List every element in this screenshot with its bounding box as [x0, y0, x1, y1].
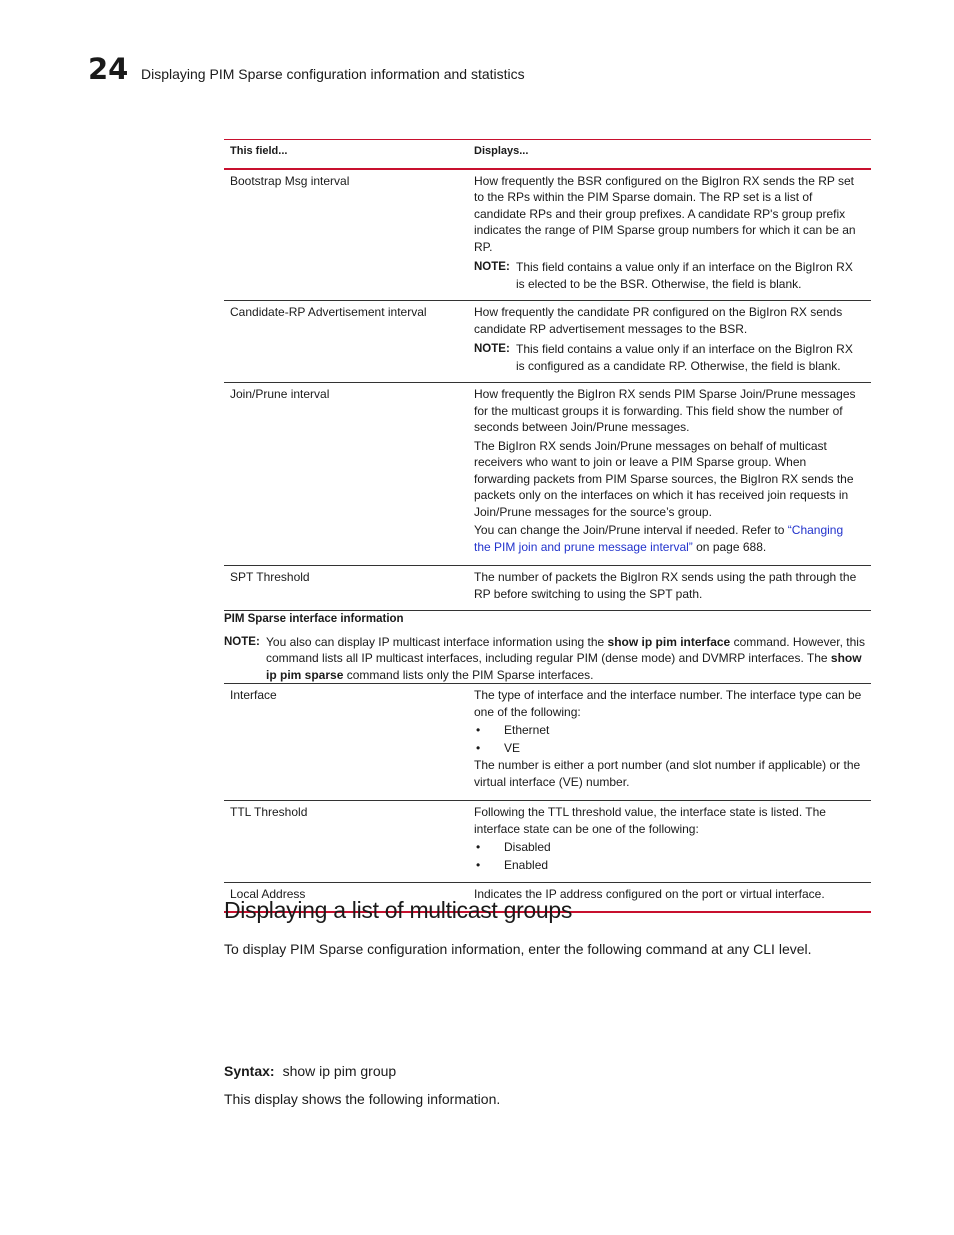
cross-reference-link[interactable]: “Changing the PIM join and prune message interval” — [474, 523, 844, 554]
table-row — [224, 383, 871, 566]
field-name: Join/Prune interval — [224, 383, 456, 566]
note-text: This field contains a value only if an interface on the BigIron RX is configured as a candidate RP. Otherwise, the field is blank. — [516, 342, 853, 373]
text-segment: on page 688. — [692, 539, 767, 554]
bullet-text: VE — [504, 740, 521, 755]
syntax-command: show ip pim group — [282, 1063, 397, 1079]
bullet-item — [474, 722, 863, 739]
section-row — [224, 611, 871, 684]
table-row — [224, 566, 871, 611]
text-segment: command. However, this command lists all IP multicast interfaces, including regular PIM (dense mode) and DVMRP interfaces. The — [266, 634, 865, 665]
field-description — [456, 169, 871, 301]
text-segment: command lists only the PIM Sparse interfaces. — [343, 667, 594, 682]
field-description — [456, 801, 871, 883]
field-name: SPT Threshold — [224, 566, 456, 611]
table-row — [224, 169, 871, 301]
section-heading: Displaying a list of multicast groups — [224, 897, 573, 923]
bullet-item — [474, 740, 863, 757]
note-label: NOTE: — [474, 343, 510, 355]
section-cell — [224, 611, 871, 684]
field-name: Candidate-RP Advertisement interval — [224, 301, 456, 383]
field-name: Bootstrap Msg interval — [224, 169, 456, 301]
text-segment: You can change the Join/Prune interval if needed. Refer to — [474, 523, 788, 537]
bullet-item — [474, 857, 863, 874]
bullet-item — [474, 839, 863, 856]
syntax-label: Syntax: — [224, 1063, 275, 1079]
column-header-displays: Displays... — [456, 140, 871, 169]
field-name: TTL Threshold — [224, 801, 456, 883]
description-text: The number is either a port number (and slot number if applicable) or the virtual interface (VE) number. — [474, 758, 861, 789]
bullet-text: Disabled — [504, 840, 551, 854]
note — [474, 341, 863, 374]
note-text: This field contains a value only if an interface on the BigIron RX is elected to be the BSR. Otherwise, the field is blank. — [516, 260, 853, 291]
table-header-row — [224, 140, 871, 169]
table-row — [224, 301, 871, 383]
bullet-icon: • — [476, 740, 481, 755]
bullet-text: Enabled — [504, 857, 549, 872]
field-name: Local Address — [224, 883, 456, 912]
bullet-text: Ethernet — [504, 723, 550, 737]
description-text: Following the TTL threshold value, the interface state is listed. The interface state can be one of the following: — [474, 805, 826, 836]
field-description — [456, 383, 871, 566]
description-text: The type of interface and the interface number. The interface type can be one of the following: — [474, 688, 862, 719]
body-paragraph: This display shows the following information. — [224, 1091, 501, 1107]
table-row — [224, 801, 871, 883]
bullet-icon: • — [476, 857, 481, 872]
chapter-title: Displaying PIM Sparse configuration information and statistics — [141, 66, 525, 82]
field-description — [456, 684, 871, 801]
note — [474, 259, 863, 292]
text-segment: You also can display IP multicast interface information using the — [266, 634, 608, 649]
bullet-icon: • — [476, 723, 481, 737]
command-text: show ip pim sparse — [266, 651, 862, 682]
description-text — [474, 522, 863, 555]
field-description — [456, 301, 871, 383]
field-description-table — [224, 139, 871, 913]
note — [224, 634, 871, 684]
description-text: How frequently the BigIron RX sends PIM Sparse Join/Prune messages for the multicast groups it is forwarding. This field show the number of seconds between Join/Prune messages. — [474, 387, 856, 434]
field-name: Interface — [224, 684, 456, 801]
command-text: show ip pim interface — [607, 634, 731, 649]
note-text — [266, 634, 871, 684]
field-description: Indicates the IP address configured on the port or virtual interface. — [456, 883, 871, 912]
note-label: NOTE: — [474, 261, 510, 273]
description-text: How frequently the candidate PR configured on the BigIron RX sends candidate RP advertisement messages to the BSR. — [474, 305, 843, 336]
field-description: The number of packets the BigIron RX sends using the path through the RP before switching to using the SPT path. — [456, 566, 871, 611]
body-paragraph: To display PIM Sparse configuration information, enter the following command at any CLI level. — [224, 941, 812, 957]
bullet-icon: • — [476, 840, 481, 854]
syntax-line — [224, 1063, 396, 1079]
description-text: The BigIron RX sends Join/Prune messages on behalf of multicast receivers who want to join or leave a PIM Sparse group. When forwarding packets from PIM Sparse sources, the BigIron RX sends the packets only on the interfaces on which it has received join requests in Join/Prune messages for the source’s group. — [474, 438, 854, 519]
column-header-field: This field... — [224, 140, 456, 169]
description-text: How frequently the BSR configured on the BigIron RX sends the RP set to the RPs within the PIM Sparse domain. The RP set is a list of candidate RPs and their group prefixes. A candidate RP's group prefix indicates the range of PIM Sparse group numbers for which it can be an RP. — [474, 173, 856, 254]
chapter-number: 24 — [88, 52, 129, 86]
section-title: PIM Sparse interface information — [224, 613, 404, 625]
note-label: NOTE: — [224, 635, 260, 648]
table-row — [224, 684, 871, 801]
